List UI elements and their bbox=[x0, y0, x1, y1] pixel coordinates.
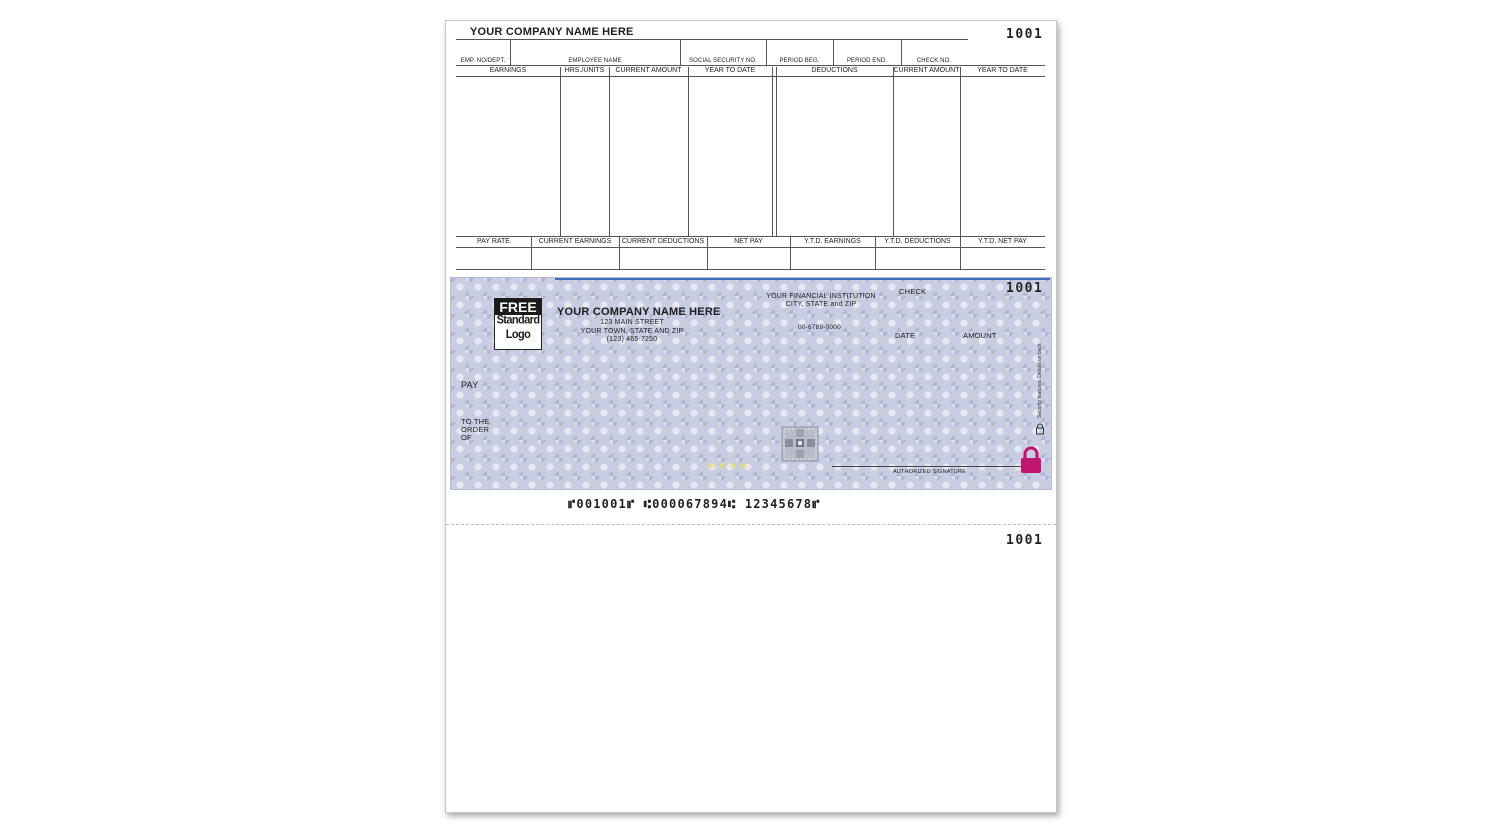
stub-info-rule bbox=[456, 65, 1045, 66]
hrs-units-header: HRS./UNITS bbox=[564, 67, 605, 74]
employee-name-header: EMPLOYEE NAME bbox=[568, 58, 622, 64]
logo-standard-text: Standard bbox=[496, 313, 540, 327]
check-label: CHECK bbox=[899, 287, 927, 296]
ytd-earnings-header: Y.T.D. EARNINGS bbox=[804, 238, 861, 245]
perforation-line bbox=[446, 524, 1056, 525]
check-company-name: YOUR COMPANY NAME HERE bbox=[557, 306, 721, 318]
security-band bbox=[555, 278, 1050, 280]
ssn-header: SOCIAL SECURITY NO. bbox=[689, 58, 757, 64]
logo bbox=[494, 298, 542, 350]
ded-current-amount-header: CURRENT AMOUNT bbox=[893, 67, 960, 74]
bank-city: CITY, STATE and ZIP bbox=[785, 301, 857, 308]
period-end-header: PERIOD END. bbox=[846, 58, 888, 64]
logo-logo-text: Logo bbox=[505, 328, 531, 342]
ytd-deductions-header: Y.T.D. DEDUCTIONS bbox=[884, 238, 951, 245]
bank-name: YOUR FINANCIAL INSTITUTION bbox=[766, 293, 876, 300]
current-earnings-header: CURRENT EARNINGS bbox=[538, 238, 612, 245]
yellow-watermark: ✶✶✶✶ bbox=[705, 459, 750, 473]
stub-company-name: YOUR COMPANY NAME HERE bbox=[470, 26, 634, 38]
bank-info bbox=[751, 293, 891, 309]
net-pay-header: NET PAY bbox=[734, 238, 763, 245]
check-no-header: CHECK NO. bbox=[916, 58, 952, 64]
signature-line bbox=[832, 466, 1027, 467]
micr-line: ⑈001001⑈ ⑆000067894⑆ 12345678⑈ bbox=[568, 497, 821, 511]
earn-current-amount-header: CURRENT AMOUNT bbox=[615, 67, 682, 74]
emp-no-header: EMP. NO/DEPT. bbox=[460, 58, 506, 64]
stub-header-rule bbox=[456, 39, 968, 40]
earnings-header: EARNINGS bbox=[489, 67, 527, 74]
check-sheet bbox=[445, 20, 1057, 813]
date-label: DATE bbox=[895, 331, 916, 340]
logo-free-text: FREE bbox=[495, 299, 541, 315]
amount-label: AMOUNT bbox=[963, 331, 997, 340]
signature-label: AUTHORIZED SIGNATURE bbox=[893, 469, 966, 475]
period-beg-header: PERIOD BEG. bbox=[779, 58, 820, 64]
current-deductions-header: CURRENT DEDUCTIONS bbox=[621, 238, 705, 245]
stub-check-number: 1001 bbox=[1006, 27, 1044, 42]
check-body bbox=[450, 277, 1052, 490]
phone-number: (123) 465-7250 bbox=[606, 336, 658, 343]
ded-ytd-header: YEAR TO DATE bbox=[977, 67, 1028, 74]
deductions-header: DEDUCTIONS bbox=[811, 67, 858, 74]
routing-fraction: 00-6789-0000 bbox=[798, 324, 841, 331]
ytd-net-pay-header: Y.T.D. NET PAY bbox=[978, 238, 1027, 245]
padlock-icon bbox=[1018, 446, 1044, 474]
address-line-2: YOUR TOWN, STATE AND ZIP bbox=[580, 327, 684, 335]
security-note: Security features. Details on back. bbox=[1037, 342, 1043, 418]
to-the-order-of-label: TO THE ORDER OF bbox=[461, 417, 490, 442]
check-company-address bbox=[557, 319, 707, 345]
hologram-icon bbox=[781, 426, 819, 462]
small-lock-icon bbox=[1035, 423, 1045, 435]
earn-ytd-header: YEAR TO DATE bbox=[704, 67, 756, 74]
pay-rate-header: PAY RATE bbox=[477, 238, 510, 245]
pay-label: PAY bbox=[461, 380, 479, 390]
bottom-stub-check-number: 1001 bbox=[1006, 533, 1044, 548]
address-line-1: 123 MAIN STREET bbox=[600, 319, 664, 326]
check-number: 1001 bbox=[1006, 281, 1044, 296]
